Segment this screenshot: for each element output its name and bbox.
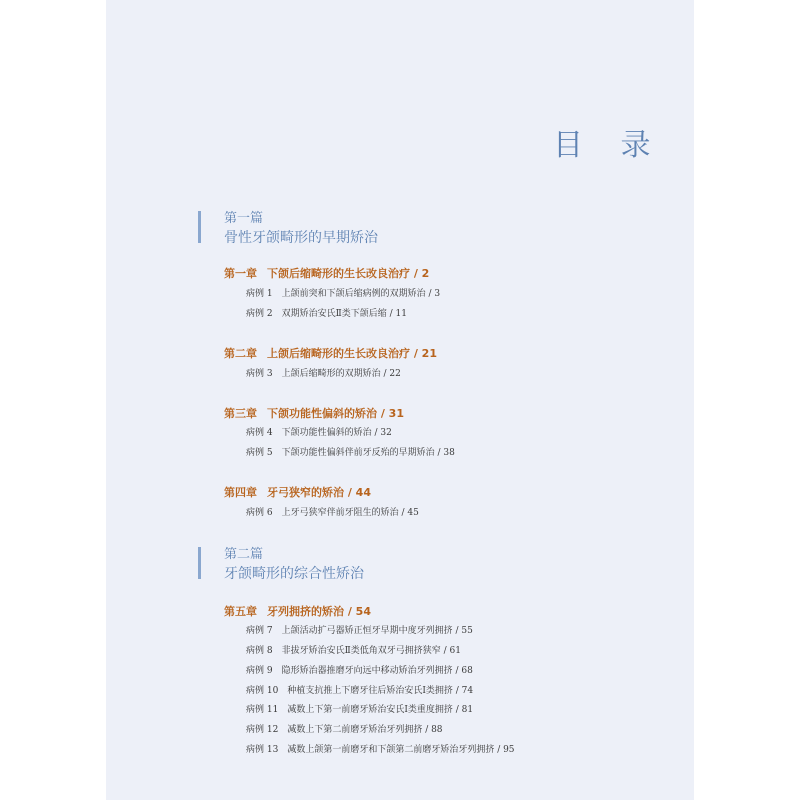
case-title: 隐形矫治器推磨牙向远中移动矫治牙列拥挤 / 68 xyxy=(281,666,473,676)
chapter-title: 上颌后缩畸形的生长改良治疗 / 21 xyxy=(267,347,437,360)
chapter-heading[interactable] xyxy=(224,405,404,421)
toc-title: 目 录 xyxy=(553,128,665,163)
case-number: 病例 5 xyxy=(246,448,273,458)
case-number: 病例 13 xyxy=(246,745,279,755)
case-entry[interactable] xyxy=(246,742,515,755)
chapter-title: 下颌功能性偏斜的矫治 / 31 xyxy=(267,407,404,420)
part-title: 牙颌畸形的综合性矫治 xyxy=(224,566,364,582)
chapter-heading[interactable] xyxy=(224,345,437,361)
case-number: 病例 9 xyxy=(246,666,273,676)
chapter-title: 牙弓狭窄的矫治 / 44 xyxy=(267,486,371,499)
case-title: 上颌后缩畸形的双期矫治 / 22 xyxy=(281,369,401,379)
case-title: 上颌前突和下颌后缩病例的双期矫治 / 3 xyxy=(281,289,441,299)
case-title: 减数上下第二前磨牙矫治牙列拥挤 / 88 xyxy=(287,725,443,735)
chapter-number: 第三章 xyxy=(224,407,257,420)
chapter-title: 牙列拥挤的矫治 / 54 xyxy=(267,605,371,618)
case-entry[interactable] xyxy=(246,623,473,636)
chapter-number: 第四章 xyxy=(224,486,257,499)
part-marker-bar xyxy=(198,211,201,243)
case-entry[interactable] xyxy=(246,306,407,319)
case-title: 上牙弓狭窄伴前牙阻生的矫治 / 45 xyxy=(281,508,419,518)
chapter-heading[interactable] xyxy=(224,603,371,619)
case-title: 减数上下第一前磨牙矫治安氏Ⅰ类重度拥挤 / 81 xyxy=(287,705,474,715)
case-entry[interactable] xyxy=(246,683,473,696)
case-entry[interactable] xyxy=(246,643,461,656)
part-title: 骨性牙颌畸形的早期矫治 xyxy=(224,230,378,246)
part-label: 第一篇 xyxy=(224,211,264,226)
case-number: 病例 12 xyxy=(246,725,279,735)
case-number: 病例 6 xyxy=(246,508,273,518)
case-entry[interactable] xyxy=(246,663,473,676)
case-title: 上颌活动扩弓器矫正恒牙早期中度牙列拥挤 / 55 xyxy=(281,626,473,636)
chapter-number: 第二章 xyxy=(224,347,257,360)
case-number: 病例 8 xyxy=(246,646,273,656)
case-title: 种植支抗推上下磨牙往后矫治安氏Ⅰ类拥挤 / 74 xyxy=(287,686,474,696)
case-title: 下颌功能性偏斜的矫治 / 32 xyxy=(281,428,392,438)
case-entry[interactable] xyxy=(246,505,419,518)
case-entry[interactable] xyxy=(246,722,443,735)
case-entry[interactable] xyxy=(246,702,473,715)
chapter-heading[interactable] xyxy=(224,484,371,500)
chapter-heading[interactable] xyxy=(224,265,429,281)
case-number: 病例 7 xyxy=(246,626,273,636)
case-number: 病例 10 xyxy=(246,686,279,696)
chapter-number: 第五章 xyxy=(224,605,257,618)
part-label: 第二篇 xyxy=(224,547,264,562)
case-number: 病例 3 xyxy=(246,369,273,379)
case-entry[interactable] xyxy=(246,425,392,438)
case-title: 减数上颌第一前磨牙和下颌第二前磨牙矫治牙列拥挤 / 95 xyxy=(287,745,515,755)
part-marker-bar xyxy=(198,547,201,579)
case-title: 下颌功能性偏斜伴前牙反殆的早期矫治 / 38 xyxy=(281,448,455,458)
case-number: 病例 11 xyxy=(246,705,279,715)
case-title: 非拔牙矫治安氏Ⅱ类低角双牙弓拥挤狭窄 / 61 xyxy=(281,646,461,656)
case-number: 病例 4 xyxy=(246,428,273,438)
chapter-title: 下颌后缩畸形的生长改良治疗 / 2 xyxy=(267,267,430,280)
case-title: 双期矫治安氏Ⅱ类下颌后缩 / 11 xyxy=(281,309,407,319)
case-number: 病例 1 xyxy=(246,289,273,299)
chapter-number: 第一章 xyxy=(224,267,257,280)
case-number: 病例 2 xyxy=(246,309,273,319)
case-entry[interactable] xyxy=(246,445,455,458)
case-entry[interactable] xyxy=(246,286,440,299)
case-entry[interactable] xyxy=(246,366,401,379)
